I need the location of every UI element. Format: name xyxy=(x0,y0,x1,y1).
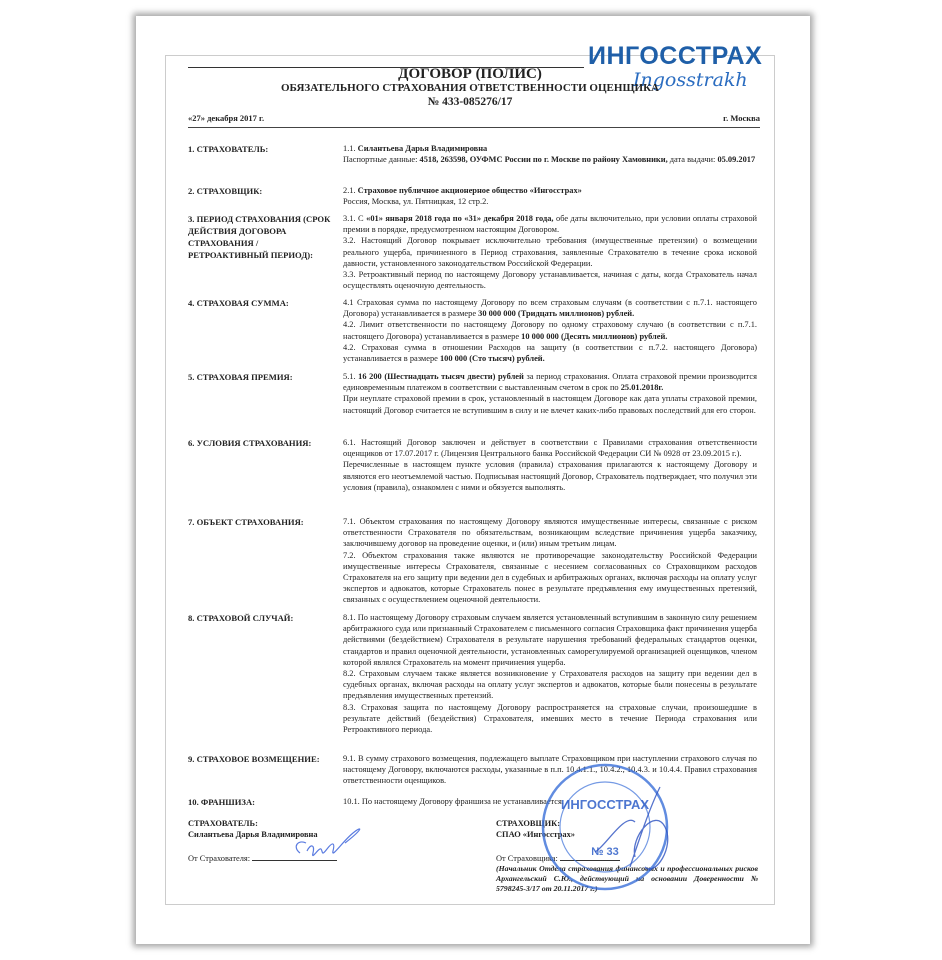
divider xyxy=(188,127,760,128)
clause-text: обе даты включительно, при условии оплаты страховой премии в порядке, предусмотренном настоящим Договором. xyxy=(343,214,757,235)
clause xyxy=(343,185,757,196)
clause xyxy=(343,371,757,393)
clause xyxy=(343,702,757,736)
clause-text: 5.1. xyxy=(343,372,359,381)
clause xyxy=(343,143,757,154)
insured-signature xyxy=(255,825,365,865)
clause-text: 8.3. Страховая защита по настоящему Договору распространяется на страховые случаи, произошедшие в результате действий (бездействия) Страхователя, имевших место в течение Периода страхования или Ретроактивного периода. xyxy=(343,702,757,735)
section-body xyxy=(343,516,757,606)
svg-text:№ 33: № 33 xyxy=(591,846,619,858)
section-6 xyxy=(188,437,760,493)
section-label: 5. СТРАХОВАЯ ПРЕМИЯ: xyxy=(188,372,293,382)
insurer-label: СТРАХОВЩИК: xyxy=(496,819,561,828)
company-stamp xyxy=(535,757,675,897)
clause xyxy=(343,550,757,606)
section-label: 9. СТРАХОВОЕ ВОЗМЕЩЕНИЕ: xyxy=(188,754,320,764)
clause-bold-text: 4518, 263598, ОУФМС России по г. Москве по району Хамовники, xyxy=(419,155,668,165)
clause-text: 9.1. В сумму страхового возмещения, подлежащего выплате Страховщиком при наступлении страхового случая по настоящему Договору, включаются расходы, указанные в п.п. 10.4.1.1., 10.4.2., 10.4.3. и 10.4.4. Правил страхования ответственности оценщиков. xyxy=(343,754,757,786)
section-1 xyxy=(188,143,760,165)
insured-label: СТРАХОВАТЕЛЬ: xyxy=(188,819,258,828)
clause-bold-text: 05.09.2017 xyxy=(717,155,756,165)
clause-text: 8.1. По настоящему Договору страховым случаем является установленный вступившим в законную силу решением арбитражного суда или признанный Страхователем с письменного согласия Страховщика факт причинения ущерба действиями (бездействием) Страхователя в результате нарушения требований федеральных стандартов оценки, стандартов и правил оценочной деятельности, установленных саморегулируемой организацией оценщиков, членом которой являлся Страхователь на момент причинения ущерба. xyxy=(343,613,757,667)
stamp-text: ИНГОССТРАХ xyxy=(560,797,650,812)
logo-script: Ingosstrakh xyxy=(633,69,748,91)
contract-date: «27» декабря 2017 г. xyxy=(188,113,265,123)
clause-text: 7.1. Объектом страхования по настоящему Договору являются имущественные интересы, связанные с риском ответственности Страхователя по обязательствам, возникающим вследствие причинения ущерба заказчику, заключившему договор на проведение оценки, и (или) иным третьим лицам. xyxy=(343,517,757,549)
clause-bold-text: 100 000 (Сто тысяч) рублей. xyxy=(439,354,545,364)
section-2 xyxy=(188,185,760,207)
clause xyxy=(343,459,757,493)
clause-text: 3.1. С xyxy=(343,214,367,223)
clause-text: за период страхования. Оплата страховой премии производится единовременным платежом в соответствии с выставленным счетом в срок по xyxy=(343,372,757,393)
clause xyxy=(343,196,757,207)
insured-from-label: От Страхователя: xyxy=(188,854,251,863)
document-title: ДОГОВОР (ПОЛИС) xyxy=(398,66,542,82)
clause-text: 4.1 Страховая сумма по настоящему Договору по всем страховым случаям (в соответствии с п.7.1. настоящего Договора) устанавливается в размере xyxy=(343,298,757,319)
section-8 xyxy=(188,612,760,735)
clause-text: 3.3. Ретроактивный период по настоящему Договору устанавливается, начиная с даты, когда Страхователь начал осуществлять оценочную деятельность. xyxy=(343,270,757,291)
clause-bold-text: 25.01.2018г. xyxy=(620,383,664,393)
clause-text: 4.2. Лимит ответственности по настоящему Договору по одному страховому случаю (в соответствии с п.7.1. настоящего Договора) устанавливается в размере xyxy=(343,320,757,341)
insurer-from-label: От Страховщика: xyxy=(496,854,558,863)
section-label: 7. ОБЪЕКТ СТРАХОВАНИЯ: xyxy=(188,517,304,527)
clause xyxy=(343,154,757,165)
clause xyxy=(343,269,757,291)
clause-text: 7.2. Объектом страхования также являются не противоречащие законодательству Российской Федерации имущественные интересы Страхователя, связанные с несением согласованных со Страховщиком расходов Страхователя на его защиту при ведении дел в судебных и арбитражных органах, включая расходы на оплату услуг экспертов и адвокатов, которые Страхователь понес в результате предъявления ему имущественных претензий, связанных с осуществлением оценочной деятельности. xyxy=(343,550,757,605)
clause-text: 1.1. xyxy=(343,144,358,153)
section-body xyxy=(343,297,757,364)
policy-number: № 433-085276/17 xyxy=(427,96,513,108)
clause xyxy=(343,437,757,459)
clause-bold-text: 16 200 (Шестнадцать тысяч двести) рублей xyxy=(358,372,524,381)
clause xyxy=(343,213,757,235)
section-label: 4. СТРАХОВАЯ СУММА: xyxy=(188,298,289,308)
clause-text: Перечисленные в настоящем пункте условия (правила) страхования прилагаются к настоящему Договору и являются его неотъемлемой частью. Подписывая настоящий Договор, Страхователь подтверждает, что получил эти условия (правила), ознакомлен с ними и обязуется выполнять. xyxy=(343,460,757,492)
clause-text: 3.2. Настоящий Договор покрывает исключительно требования (имущественные претензии) о возмещении реального ущерба, причиненного в Период страхования, заявленные Страхователю в течение срока исковой давности, установленного законодательством Российской Федерации. xyxy=(343,236,757,268)
clause-text: 2.1. xyxy=(343,186,358,195)
section-body xyxy=(343,612,757,735)
logo: ИНГОССТРАХ xyxy=(588,42,763,70)
clause-text: При неуплате страховой премии в срок, установленный в настоящем Договоре как дата уплаты страховой премии, настоящий Договор считается не вступившим в силу и не влечет каких-либо правовых последствий для его сторон. xyxy=(343,394,757,415)
clause-bold-text: «01» января 2018 года по «31» декабря 2018 года, xyxy=(366,214,554,223)
clause-text: 6.1. Настоящий Договор заключен и действует в соответствии с Правилами страхования ответственности оценщиков от 17.07.2017 г. (Лицензия Центрального банка Российской Федерации СИ № 0928 от 23.09.2015 г.). xyxy=(343,438,757,459)
clause-text: 4.2. Страховая сумма в отношении Расходов на защиту (в соответствии с п.7.2. настоящего Договора) устанавливается в размере xyxy=(343,342,757,364)
clause-bold-text: 10 000 000 (Десять миллионов) рублей. xyxy=(521,331,668,341)
section-label: 1. СТРАХОВАТЕЛЬ: xyxy=(188,144,269,154)
section-body xyxy=(343,437,757,493)
clause xyxy=(343,319,757,341)
section-label: 8. СТРАХОВОЙ СЛУЧАЙ: xyxy=(188,613,294,623)
insured-name: Силантьева Дарья Владимировна xyxy=(188,830,318,839)
clause xyxy=(343,516,757,550)
clause-text: дата выдачи: xyxy=(667,155,718,165)
clause xyxy=(343,393,757,415)
clause-bold-text: Страховое публичное акционерное общество «Ингосстрах» xyxy=(357,186,582,195)
section-body xyxy=(343,143,757,165)
section-label: 3. ПЕРИОД СТРАХОВАНИЯ (СРОК ДЕЙСТВИЯ ДОГОВОРА СТРАХОВАНИЯ / РЕТРОАКТИВНЫЙ ПЕРИОД): xyxy=(188,214,331,260)
clause xyxy=(343,235,757,269)
clause-text: Россия, Москва, ул. Пятницкая, 12 стр.2. xyxy=(343,197,489,207)
section-label: 10. ФРАНШИЗА: xyxy=(188,797,256,807)
section-body xyxy=(343,213,757,291)
section-body xyxy=(343,185,757,207)
clause-bold-text: 30 000 000 (Тридцать миллионов) рублей. xyxy=(478,309,635,319)
insurer-name: СПАО «Ингосстрах» xyxy=(496,830,575,839)
clause-text: 10.1. По настоящему Договору франшиза не устанавливается. xyxy=(343,797,564,806)
section-body xyxy=(343,371,757,416)
section-5 xyxy=(188,371,760,416)
document-subtitle: ОБЯЗАТЕЛЬНОГО СТРАХОВАНИЯ ОТВЕТСТВЕННОСТИ ОЦЕНЩИКА xyxy=(280,82,659,94)
section-4 xyxy=(188,297,760,364)
clause-text: Паспортные данные: xyxy=(343,155,420,165)
clause xyxy=(343,297,757,319)
clause xyxy=(343,668,757,702)
clause xyxy=(343,342,757,364)
clause-text: 8.2. Страховым случаем также является возникновение у Страхователя расходов на защиту при ведении дел в судебных органах, включая расходы на оплату услуг экспертов и адвокатов, которые были понесены в результате предъявления имущественных претензий. xyxy=(343,669,757,701)
clause-bold-text: Силантьева Дарья Владимировна xyxy=(357,144,488,153)
section-7 xyxy=(188,516,760,606)
section-3 xyxy=(188,213,760,291)
clause xyxy=(343,612,757,668)
section-label: 2. СТРАХОВЩИК: xyxy=(188,186,263,196)
section-label: 6. УСЛОВИЯ СТРАХОВАНИЯ: xyxy=(188,438,312,448)
contract-city: г. Москва xyxy=(723,113,760,123)
insurer-signatory-note: (Начальник Отдела страхования финансовых и профессиональных рисков Архангельский С.Ю., действующий на основании Доверенности № 5798245-3/17 от 20.11.2017 г.) xyxy=(496,864,758,893)
